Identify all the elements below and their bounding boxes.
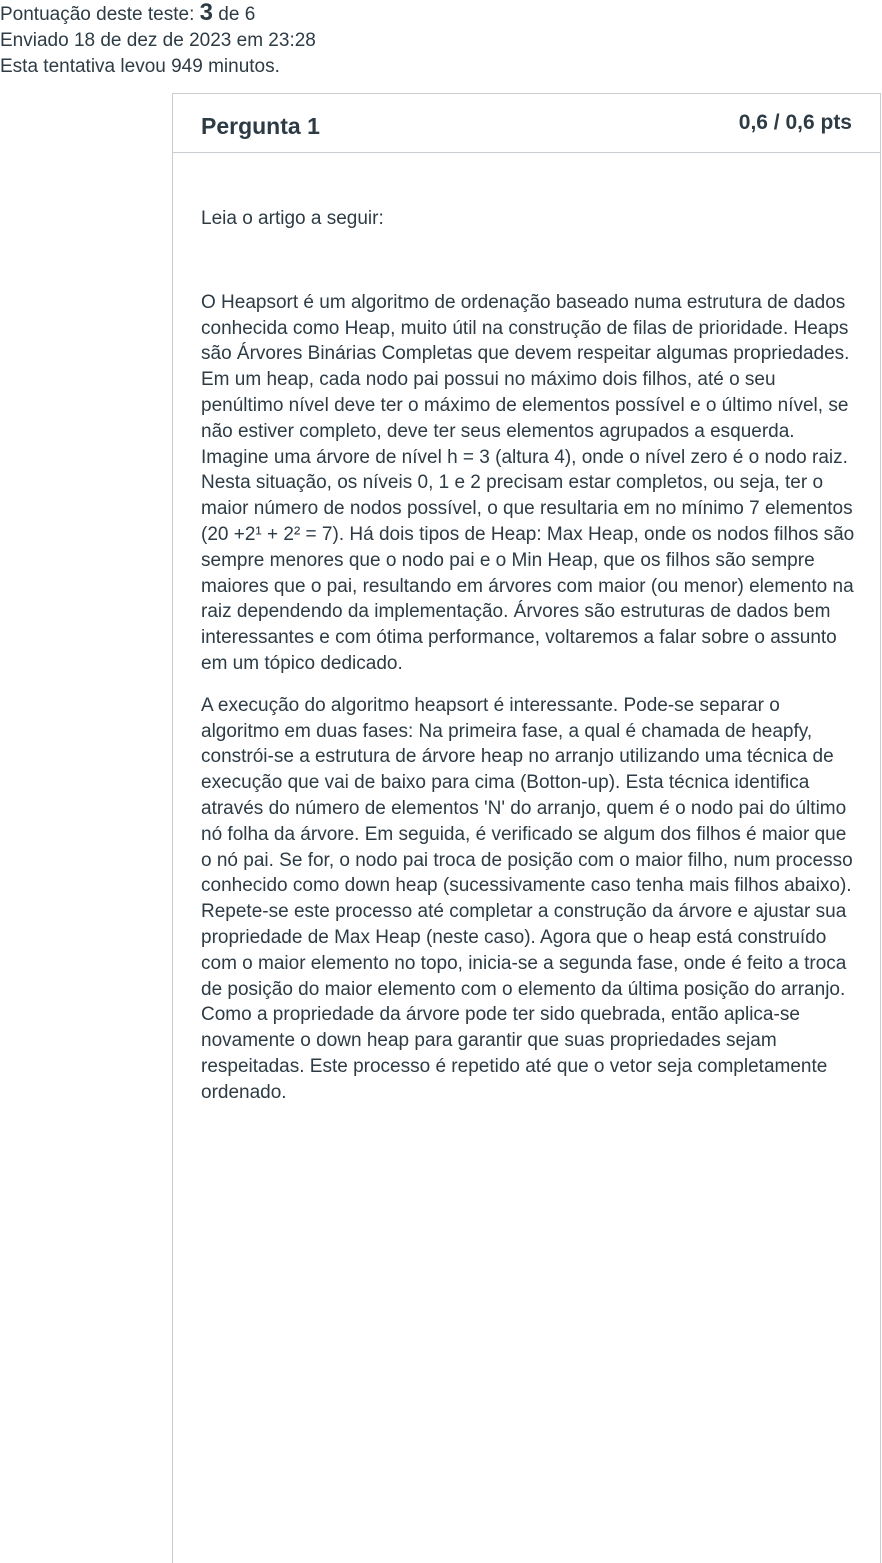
score-value: 3 [199,0,214,26]
question-card [172,93,881,1563]
score-total: de 6 [218,4,256,25]
submitted-date: Enviado 18 de dez de 2023 em 23:28 [0,30,316,51]
attempt-duration: Esta tentativa levou 949 minutos. [0,56,280,77]
score-line [0,0,316,28]
question-title: Pergunta 1 [201,113,320,139]
quiz-summary [0,0,316,80]
question-intro: Leia o artigo a seguir: [201,208,384,229]
question-points: 0,6 / 0,6 pts [738,111,852,134]
question-header [173,94,880,153]
score-label: Pontuação deste teste: [0,4,195,25]
article-paragraph: A execução do algoritmo heapsort é interessante. Pode-se separar o algoritmo em duas fases: Na primeira fase, a qual é chamada de heapfy, constrói-se a estrutura de árvore heap no arranjo utilizando uma técnica de execução que vai de baixo para cima (Botton-up). Esta técnica identifica através do número de elementos 'N' do arranjo, quem é o nodo pai do último nó folha da árvore. Em seguida, é verificado se algum dos filhos é maior que o nó pai. Se for, o nodo pai troca de posição com o maior filho, num processo conhecido como down heap (sucessivamente caso tenha mais filhos abaixo). Repete-se este processo até completar a construção da árvore e ajustar sua propriedade de Max Heap (neste caso). Agora que o heap está construído com o maior elemento no topo, inicia-se a segunda fase, onde é feito a troca de posição do maior elemento com o elemento da última posição do arranjo. Como a propriedade da árvore pode ter sido quebrada, então aplica-se novamente o down heap para garantir que suas propriedades sejam respeitadas. Este processo é repetido até que o vetor seja completamente ordenado. [201,694,853,1103]
question-body [201,206,859,1106]
article-paragraph: O Heapsort é um algoritmo de ordenação baseado numa estrutura de dados conhecida como Heap, muito útil na construção de filas de prioridade. Heaps são Árvores Binárias Completas que devem respeitar algumas propriedades. Em um heap, cada nodo pai possui no máximo dois filhos, até o seu penúltimo nível deve ter o máximo de elementos possível e o último nível, se não estiver completo, deve ter seus elementos agrupados a esquerda. Imagine uma árvore de nível h = 3 (altura 4), onde o nível zero é o nodo raiz. Nesta situação, os níveis 0, 1 e 2 precisam estar completos, ou seja, ter o maior número de nodos possível, o que resultaria em no mínimo 7 elementos (20 +2¹ + 2² = 7). Há dois tipos de Heap: Max Heap, onde os nodos filhos são sempre menores que o nodo pai e o Min Heap, que os filhos são sempre maiores que o pai, resultando em árvores com maior (ou menor) elemento na raiz dependendo da implementação. Árvores são estruturas de dados bem interessantes e com ótima performance, voltaremos a falar sobre o assunto em um tópico dedicado. [201,291,855,674]
